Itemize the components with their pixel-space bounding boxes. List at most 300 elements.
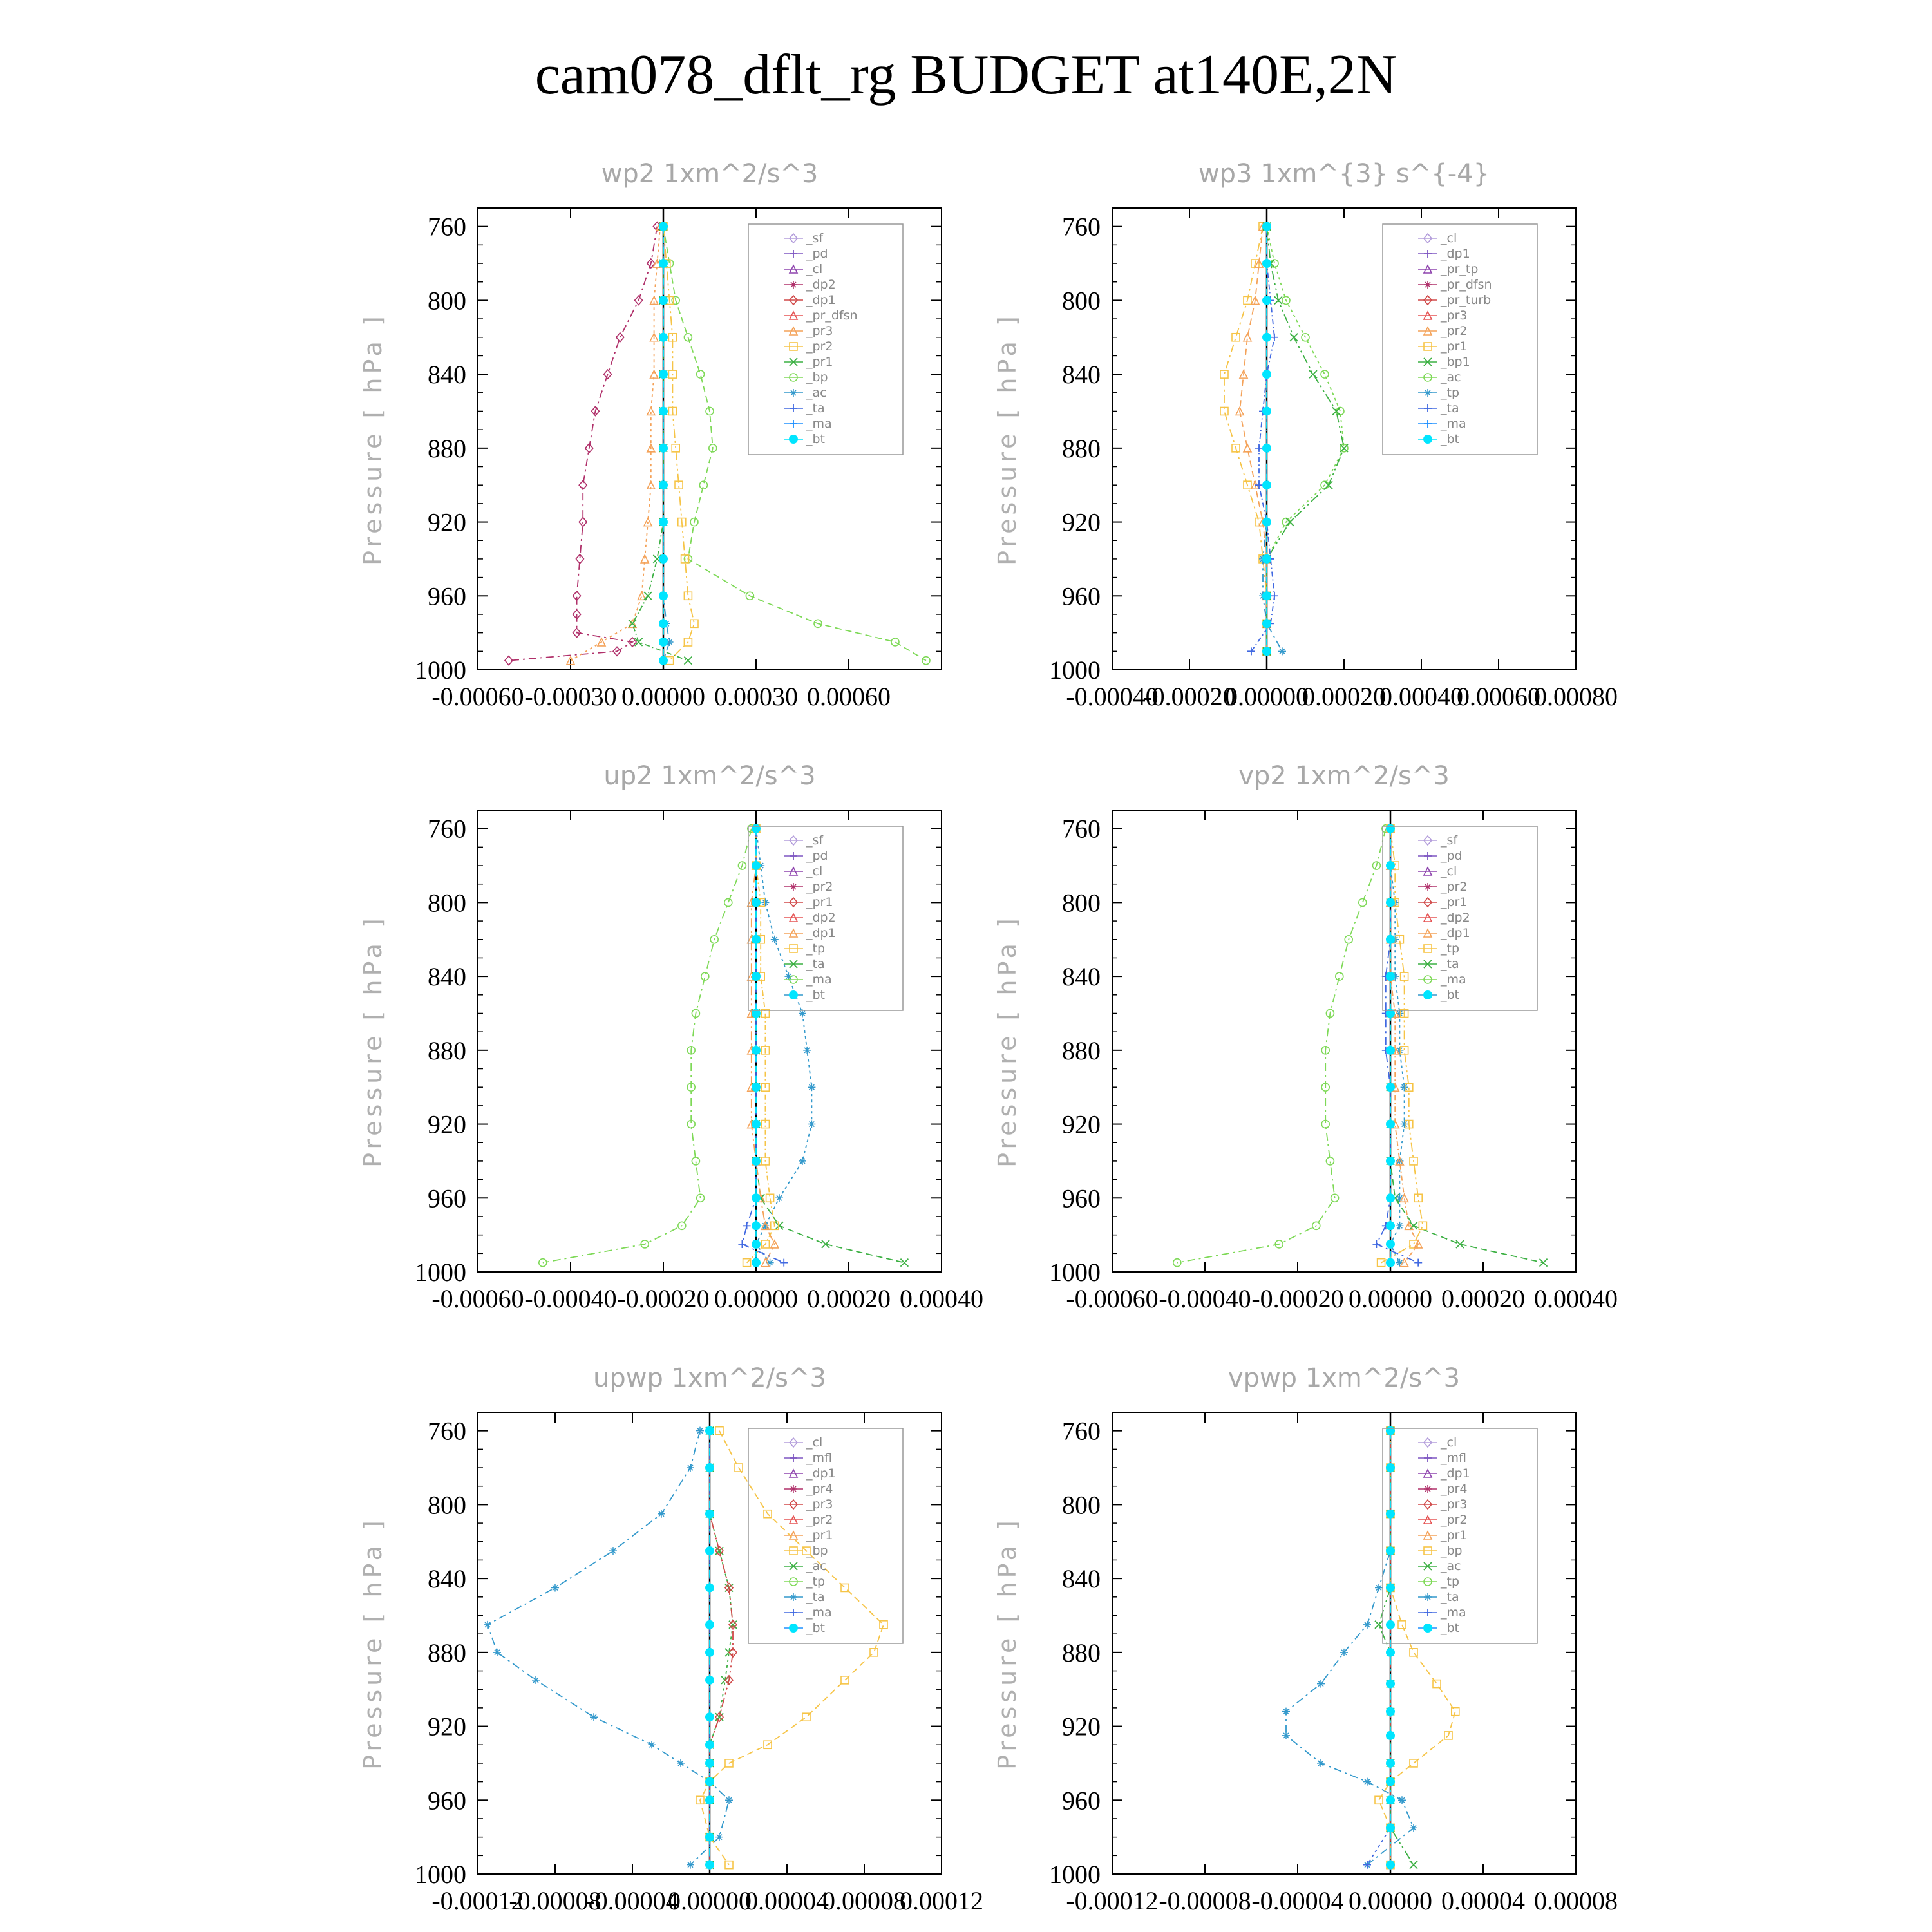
series [484,1427,733,1869]
legend-label: _bp [806,370,828,384]
legend-label: _pr_dfsn [1441,278,1492,292]
plot-frame [1112,810,1576,1272]
data-point [752,824,761,833]
data-point [699,481,707,489]
series [1247,223,1278,656]
x-tick-label: -0.00008 [509,1886,601,1915]
legend-label: _dp1 [1441,926,1470,940]
series [1282,1427,1417,1869]
data-point [752,1240,761,1249]
legend-marker [790,1485,797,1493]
data-point [1372,1240,1380,1248]
data-point [705,1426,714,1435]
series-line [1177,829,1386,1263]
legend-label: _pd [806,247,828,261]
chart-panel [993,159,1618,711]
series [1386,824,1395,1267]
data-point [659,619,668,628]
series [696,1427,887,1869]
data-point [1386,1680,1395,1689]
x-tick-label: -0.00008 [1159,1886,1251,1915]
y-tick-label: 920 [1062,1712,1101,1741]
x-tick-label: 0.00020 [807,1284,891,1313]
legend-label: _pr2 [1441,880,1468,894]
legend-label: _ta [1441,957,1459,971]
data-point [1262,222,1271,231]
data-point [752,1157,761,1166]
data-point [705,1546,714,1555]
legend-label: _ta [806,957,825,971]
x-tick-label: -0.00012 [1066,1886,1159,1915]
data-point [659,296,668,305]
panel-title: upwp 1xm^2/s^3 [593,1363,826,1393]
legend-marker [1424,250,1432,258]
data-point [1386,861,1395,870]
series [1236,223,1271,656]
legend-marker [789,1624,798,1633]
legend-marker [789,435,798,444]
data-point [705,1583,714,1592]
data-point [1290,334,1298,341]
data-point [775,1194,783,1202]
legend-marker [790,404,797,412]
x-tick-label: 0.00000 [1349,1284,1432,1313]
data-point [1262,518,1271,527]
series-line [756,829,811,1263]
y-tick-label: 760 [1062,1416,1101,1446]
legend-label: _ta [1441,401,1459,415]
legend-label: _ma [1441,972,1466,987]
legend-label: _bp [806,1544,828,1558]
legend-marker [1424,852,1432,860]
x-tick-label: 0.00060 [807,682,891,711]
data-point [1375,1796,1383,1804]
series-line [663,227,694,661]
legend-label: _ta [806,401,825,415]
data-point [743,1222,751,1229]
data-point [1386,972,1395,981]
data-point [752,1120,761,1129]
data-point [1410,1861,1417,1869]
data-point [692,1157,699,1165]
data-point [705,1712,714,1721]
x-tick-label: -0.00012 [431,1886,524,1915]
y-tick-label: 1000 [1049,1258,1101,1287]
data-point [752,898,761,907]
legend-label: _pr3 [806,324,833,338]
legend-marker [790,883,797,891]
legend-label: _ta [806,1590,825,1604]
series-line [1224,227,1267,652]
legend-label: _pr2 [1441,1513,1468,1527]
series-line [509,227,657,661]
data-point [1363,1621,1371,1629]
chart-panel [993,761,1618,1313]
legend-label: _dp1 [1441,1466,1470,1481]
legend-label: _dp1 [1441,247,1470,261]
data-point [701,972,709,980]
legend-marker [790,1593,797,1601]
x-tick-label: -0.00004 [586,1886,679,1915]
data-point [1456,1240,1464,1248]
legend-marker [1424,1609,1432,1616]
chart-panel [359,1363,983,1915]
data-point [659,370,668,379]
legend-label: _pr4 [806,1482,833,1496]
x-tick-label: 0.00008 [1534,1886,1618,1915]
y-tick-label: 960 [1062,582,1101,611]
data-point [752,1193,761,1202]
x-tick-label: -0.00020 [1251,1284,1344,1313]
data-point [1255,444,1263,452]
data-point [715,1427,723,1435]
legend-label: _ta [1441,1590,1459,1604]
legend-label: _tp [806,942,826,956]
panel-title: vp2 1xm^2/s^3 [1238,761,1450,791]
x-tick-label: 0.00008 [822,1886,906,1915]
data-point [1282,1732,1290,1739]
data-point [1375,1584,1383,1591]
data-point [1386,1120,1395,1129]
x-tick-label: 0.00040 [1379,682,1463,711]
data-point [1386,1240,1395,1249]
y-tick-label: 880 [428,1638,466,1667]
data-point [1262,619,1271,628]
data-point [1309,370,1317,378]
x-tick-label: -0.00020 [617,1284,710,1313]
data-point [891,638,899,646]
data-point [1278,647,1286,655]
data-point [1386,1046,1395,1055]
series-line [488,1431,729,1865]
legend-label: _mfl [1441,1451,1466,1465]
legend-label: _cl [806,864,823,878]
x-tick-label: -0.00060 [431,1284,524,1313]
data-point [659,222,668,231]
x-tick-label: 0.00000 [714,1284,798,1313]
data-point [644,592,652,600]
data-point [705,1833,714,1842]
y-axis-label: Pressure [ hPa ] [359,914,387,1168]
data-point [752,935,761,944]
data-point [1317,1680,1325,1688]
data-point [822,1240,829,1248]
legend-label: _pr3 [1441,308,1468,323]
data-point [808,1121,815,1128]
legend-label: _mfl [806,1451,832,1465]
series [1263,223,1348,656]
data-point [687,1464,694,1472]
legend-label: _sf [806,833,824,848]
data-point [1386,1463,1395,1472]
data-point [705,1759,714,1768]
data-point [697,1194,705,1202]
data-point [677,1759,685,1767]
plot-frame [1112,208,1576,670]
legend-marker [790,1609,797,1616]
x-tick-label: -0.00060 [431,682,524,711]
legend-marker [790,389,797,397]
legend-label: _pr1 [806,1528,833,1542]
y-tick-label: 920 [428,1712,466,1741]
y-tick-label: 880 [428,1036,466,1065]
series [1220,223,1271,656]
y-tick-label: 760 [1062,814,1101,844]
data-point [705,1740,714,1749]
y-tick-label: 840 [428,360,466,390]
legend-label: _pd [1441,849,1463,863]
data-point [1386,1707,1395,1716]
legend-label: _ac [1441,1559,1461,1573]
legend-marker [1424,404,1432,412]
y-tick-label: 960 [1062,1184,1101,1213]
y-tick-label: 840 [428,1564,466,1594]
legend-label: _cl [1441,864,1457,878]
data-point [705,1676,714,1685]
data-point [684,657,692,665]
data-point [1386,1546,1395,1555]
chart-panel [993,1363,1618,1915]
legend-marker [790,852,797,860]
data-point [1386,1861,1395,1870]
y-tick-label: 760 [1062,212,1101,242]
y-tick-label: 760 [428,814,466,844]
legend-marker [1424,389,1432,397]
data-point [1386,1823,1395,1832]
legend-marker [1424,1485,1432,1493]
data-point [1540,1259,1548,1267]
legend-label: _ma [806,417,832,431]
legend-label: _bt [806,988,826,1002]
legend-label: _ac [806,1559,827,1573]
legend-label: _pr2 [1441,324,1468,338]
series [539,825,755,1267]
panel-title: vpwp 1xm^2/s^3 [1227,1363,1461,1393]
x-tick-label: 0.00040 [1534,1284,1618,1313]
series [505,222,661,665]
y-tick-label: 840 [1062,1564,1101,1594]
data-point [1262,647,1271,656]
series-line [543,829,752,1263]
y-tick-label: 760 [428,212,466,242]
data-point [532,1676,540,1684]
legend-label: _bt [806,1621,826,1635]
data-point [1271,592,1278,600]
data-point [609,1547,617,1555]
x-tick-label: 0.00080 [1534,682,1618,711]
legend-label: _pr1 [806,895,833,909]
legend-label: _bt [806,432,826,446]
data-point [659,333,668,342]
legend-label: _pr2 [806,1513,833,1527]
series-line [1267,227,1344,652]
x-tick-label: 0.00020 [1302,682,1386,711]
data-point [1375,1621,1383,1629]
legend-marker [790,250,797,258]
data-point [1262,554,1271,564]
data-point [659,656,668,665]
legend-label: _pr_dfsn [806,308,858,323]
y-tick-label: 800 [1062,1490,1101,1520]
legend-marker [1424,420,1432,428]
legend-label: _pr4 [1441,1482,1468,1496]
data-point [1386,824,1395,833]
data-point [659,638,668,647]
data-point [1232,334,1240,341]
data-point [659,406,668,415]
data-point [1255,481,1263,489]
x-tick-label: -0.00040 [1159,1284,1251,1313]
data-point [715,1713,723,1721]
panel-title: up2 1xm^2/s^3 [603,761,816,791]
data-point [1386,1426,1395,1435]
data-point [1401,1121,1408,1128]
y-tick-label: 840 [428,962,466,992]
data-point [1452,1708,1459,1716]
legend-label: _dp1 [806,1466,836,1481]
y-tick-label: 1000 [1049,1860,1101,1889]
data-point [1386,1193,1395,1202]
data-point [659,444,668,453]
y-tick-label: 800 [1062,286,1101,316]
data-point [799,1157,806,1165]
data-point [1386,1510,1395,1519]
legend-label: _sf [1441,833,1458,848]
data-point [1386,1777,1395,1786]
x-tick-label: 0.00020 [1441,1284,1525,1313]
data-point [1262,296,1271,305]
y-axis-label: Pressure [ hPa ] [993,914,1021,1168]
legend-label: _ma [1441,1605,1466,1620]
data-point [1363,1778,1371,1786]
legend-label: _ac [806,386,827,400]
series-line [1267,227,1344,652]
y-tick-label: 1000 [415,1860,466,1889]
x-tick-label: 0.00000 [1225,682,1309,711]
data-point [659,518,668,527]
x-tick-label: 0.00040 [900,1284,983,1313]
data-point [705,1463,714,1472]
data-point [705,1648,714,1657]
x-tick-label: 0.00030 [714,682,798,711]
legend-label: _ma [806,972,832,987]
legend-label: _ma [806,1605,832,1620]
series [659,222,668,665]
y-tick-label: 920 [1062,1110,1101,1139]
x-tick-label: 0.00060 [1457,682,1540,711]
legend-label: _tp [1441,386,1460,400]
x-tick-label: -0.00004 [1251,1886,1344,1915]
legend-marker [790,281,797,289]
data-point [803,1046,811,1054]
legend-label: _sf [806,231,824,245]
data-point [775,1222,783,1229]
data-point [1386,1583,1395,1592]
data-point [1414,1259,1422,1267]
data-point [705,1777,714,1786]
legend-label: _cl [1441,1435,1457,1450]
data-point [1386,1759,1395,1768]
y-tick-label: 880 [1062,1036,1101,1065]
y-tick-label: 800 [1062,888,1101,918]
data-point [1386,935,1395,944]
legend-marker [1424,1593,1432,1601]
plot-frame [478,810,942,1272]
data-point [1220,370,1228,378]
data-point [1386,1620,1395,1629]
y-axis-label: Pressure [ hPa ] [993,1517,1021,1770]
data-point [761,898,769,906]
legend-label: _pr1 [1441,895,1468,909]
x-tick-label: 0.00000 [621,682,705,711]
y-tick-label: 920 [1062,507,1101,537]
legend-label: _pr1 [1441,1528,1468,1542]
data-point [1262,370,1271,379]
x-tick-label: -0.00030 [524,682,617,711]
legend-label: _bt [1441,988,1460,1002]
legend-label: _pr2 [806,339,833,354]
legend-label: _cl [1441,231,1457,245]
data-point [1332,407,1340,415]
data-point [1326,1157,1334,1165]
data-point [493,1649,501,1656]
legend-label: _cl [806,262,823,276]
y-tick-label: 1000 [1049,656,1101,685]
x-tick-label: 0.00000 [668,1886,752,1915]
series [1259,223,1286,656]
data-point [771,936,779,943]
data-point [1398,1621,1406,1629]
data-point [1336,972,1343,980]
legend-label: _pr_turb [1441,293,1492,307]
data-point [697,370,705,378]
y-tick-label: 880 [1062,433,1101,463]
legend-label: _pr_tp [1441,262,1479,276]
data-point [705,1620,714,1629]
data-point [808,1083,815,1091]
data-point [1386,1083,1395,1092]
data-point [1286,518,1294,526]
legend-label: _pr1 [806,355,833,369]
series [1173,825,1390,1267]
data-point [705,1795,714,1804]
data-point [705,1510,714,1519]
y-tick-label: 920 [428,507,466,537]
data-point [1262,333,1271,342]
data-point [1386,898,1395,907]
legend-label: _pr2 [806,880,833,894]
legend-label: _dp1 [806,293,836,307]
y-tick-label: 800 [428,286,466,316]
data-point [648,1741,656,1748]
data-point [659,259,668,268]
data-point [752,972,761,981]
legend-label: _tp [1441,1575,1460,1589]
data-point [1262,259,1271,268]
data-point [690,620,698,627]
chart-panel [359,159,942,711]
chart-panel [359,761,983,1313]
data-point [780,1259,788,1267]
data-point [659,480,668,489]
legend-label: _ac [1441,370,1461,384]
legend-marker [1423,990,1432,999]
series-line [1379,1431,1414,1865]
legend-label: _dp2 [806,911,836,925]
data-point [551,1584,559,1591]
y-tick-label: 960 [428,1184,466,1213]
legend-label: _bp1 [1441,355,1470,369]
